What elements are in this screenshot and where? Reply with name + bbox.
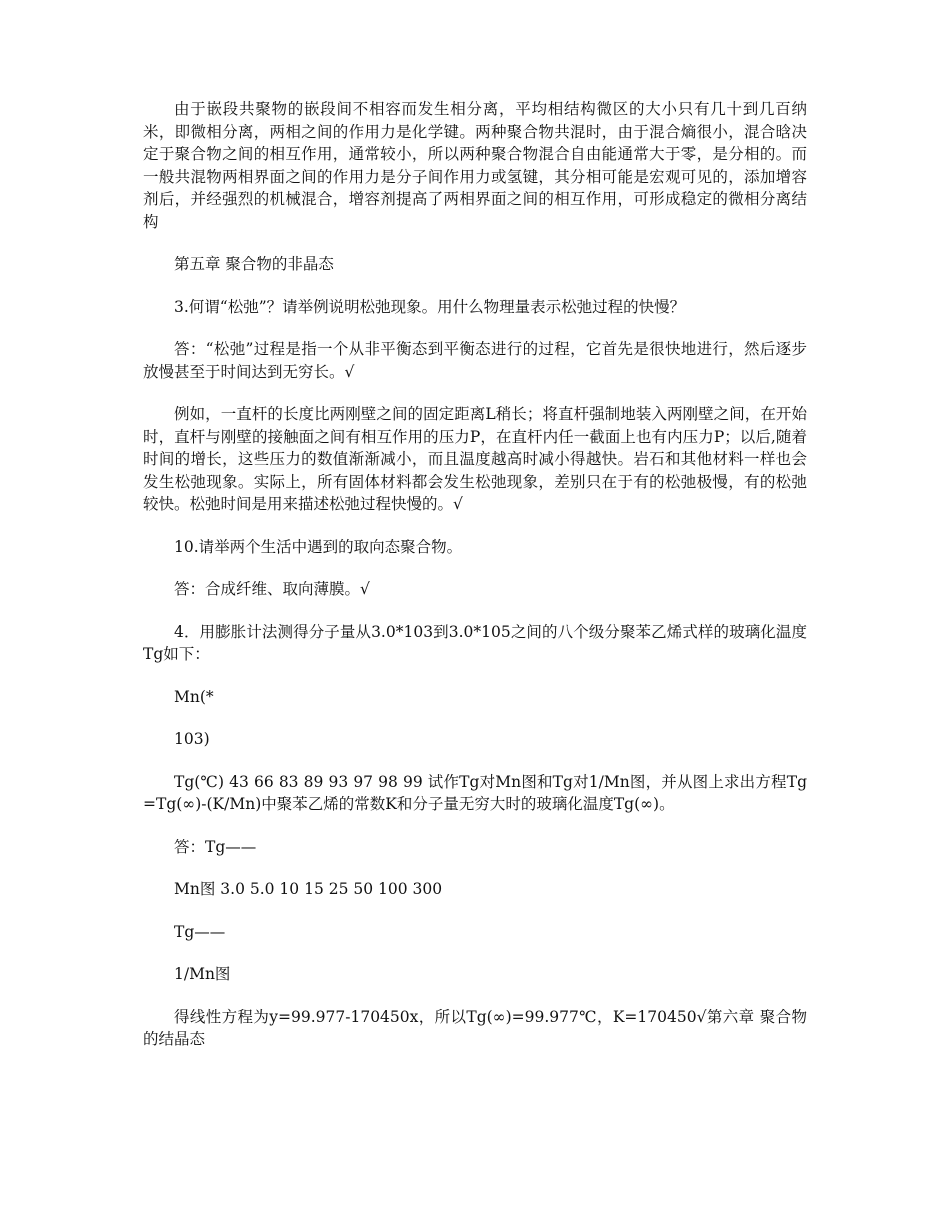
table-row-tg: Tg(℃) 43 66 83 89 93 97 98 99 试作Tg对Mn图和Tg对1/Mn图，并从图上求出方程Tg=Tg(∞)-(K/Mn)中聚苯乙烯的常数K和分子量无穷大时的玻璃化温度Tg(∞)。 (143, 772, 807, 813)
answer-linear-equation: 得线性方程为y=99.977-170450x，所以Tg(∞)=99.977℃，K=170450√第六章 聚合物的结晶态 (143, 1007, 807, 1048)
example-relaxation: 例如，一直杆的长度比两刚壁之间的固定距离L稍长；将直杆强制地装入两刚壁之间，在开始时，直杆与刚壁的接触面之间有相互作用的压力P，在直杆内任一截面上也有内压力P；以后,随着时间的增长，这些压力的数值渐渐减小，而且温度越高时减小得越快。岩石和其他材料一样也会发生松弛现象。实际上，所有固体材料都会发生松弛现象，差别只在于有的松弛极慢，有的松弛较快。松弛时间是用来描述松弛过程快慢的。√ (143, 405, 807, 513)
answer-relaxation: 答：“松弛”过程是指一个从非平衡态到平衡态进行的过程，它首先是很快地进行，然后逐步放慢甚至于时间达到无穷长。√ (143, 340, 807, 381)
answer-oriented-polymers: 答：合成纤维、取向薄膜。√ (174, 580, 370, 598)
question-glass-transition: 4．用膨胀计法测得分子量从3.0*103到3.0*105之间的八个级分聚苯乙烯式样的玻璃化温度Tg如下： (143, 622, 807, 663)
chapter-heading-amorphous-state: 第五章 聚合物的非晶态 (174, 255, 334, 273)
document-page (143, 98, 807, 1071)
question-oriented-polymers: 10.请举两个生活中遇到的取向态聚合物。 (174, 537, 463, 556)
answer-tg-label-2: Tg—— (174, 922, 226, 941)
table-label-mn-unit: 103) (174, 730, 210, 748)
table-label-mn: Mn(* (174, 687, 214, 706)
paragraph-microphase-separation: 由于嵌段共聚物的嵌段间不相容而发生相分离，平均相结构微区的大小只有几十到几百纳米，即微相分离，两相之间的作用力是化学键。两种聚合物共混时，由于混合熵很小，混合晗决定于聚合物之间的相互作用，通常较小，所以两种聚合物混合自由能通常大于零，是分相的。而一般共混物两相界面之间的作用力是分子间作用力或氢键，其分相可能是宏观可见的，添加增容剂后，并经强烈的机械混合，增容剂提高了两相界面之间的相互作用，可形成稳定的微相分离结构 (143, 100, 807, 231)
question-relaxation: 3.何谓“松弛”？请举例说明松弛现象。用什么物理量表示松弛过程的快慢？ (174, 297, 686, 316)
answer-tg-label: 答：Tg—— (174, 837, 257, 856)
plot-label-inverse-mn: 1/Mn图 (174, 965, 231, 983)
table-row-mn-values: Mn图 3.0 5.0 10 15 25 50 100 300 (174, 880, 443, 898)
